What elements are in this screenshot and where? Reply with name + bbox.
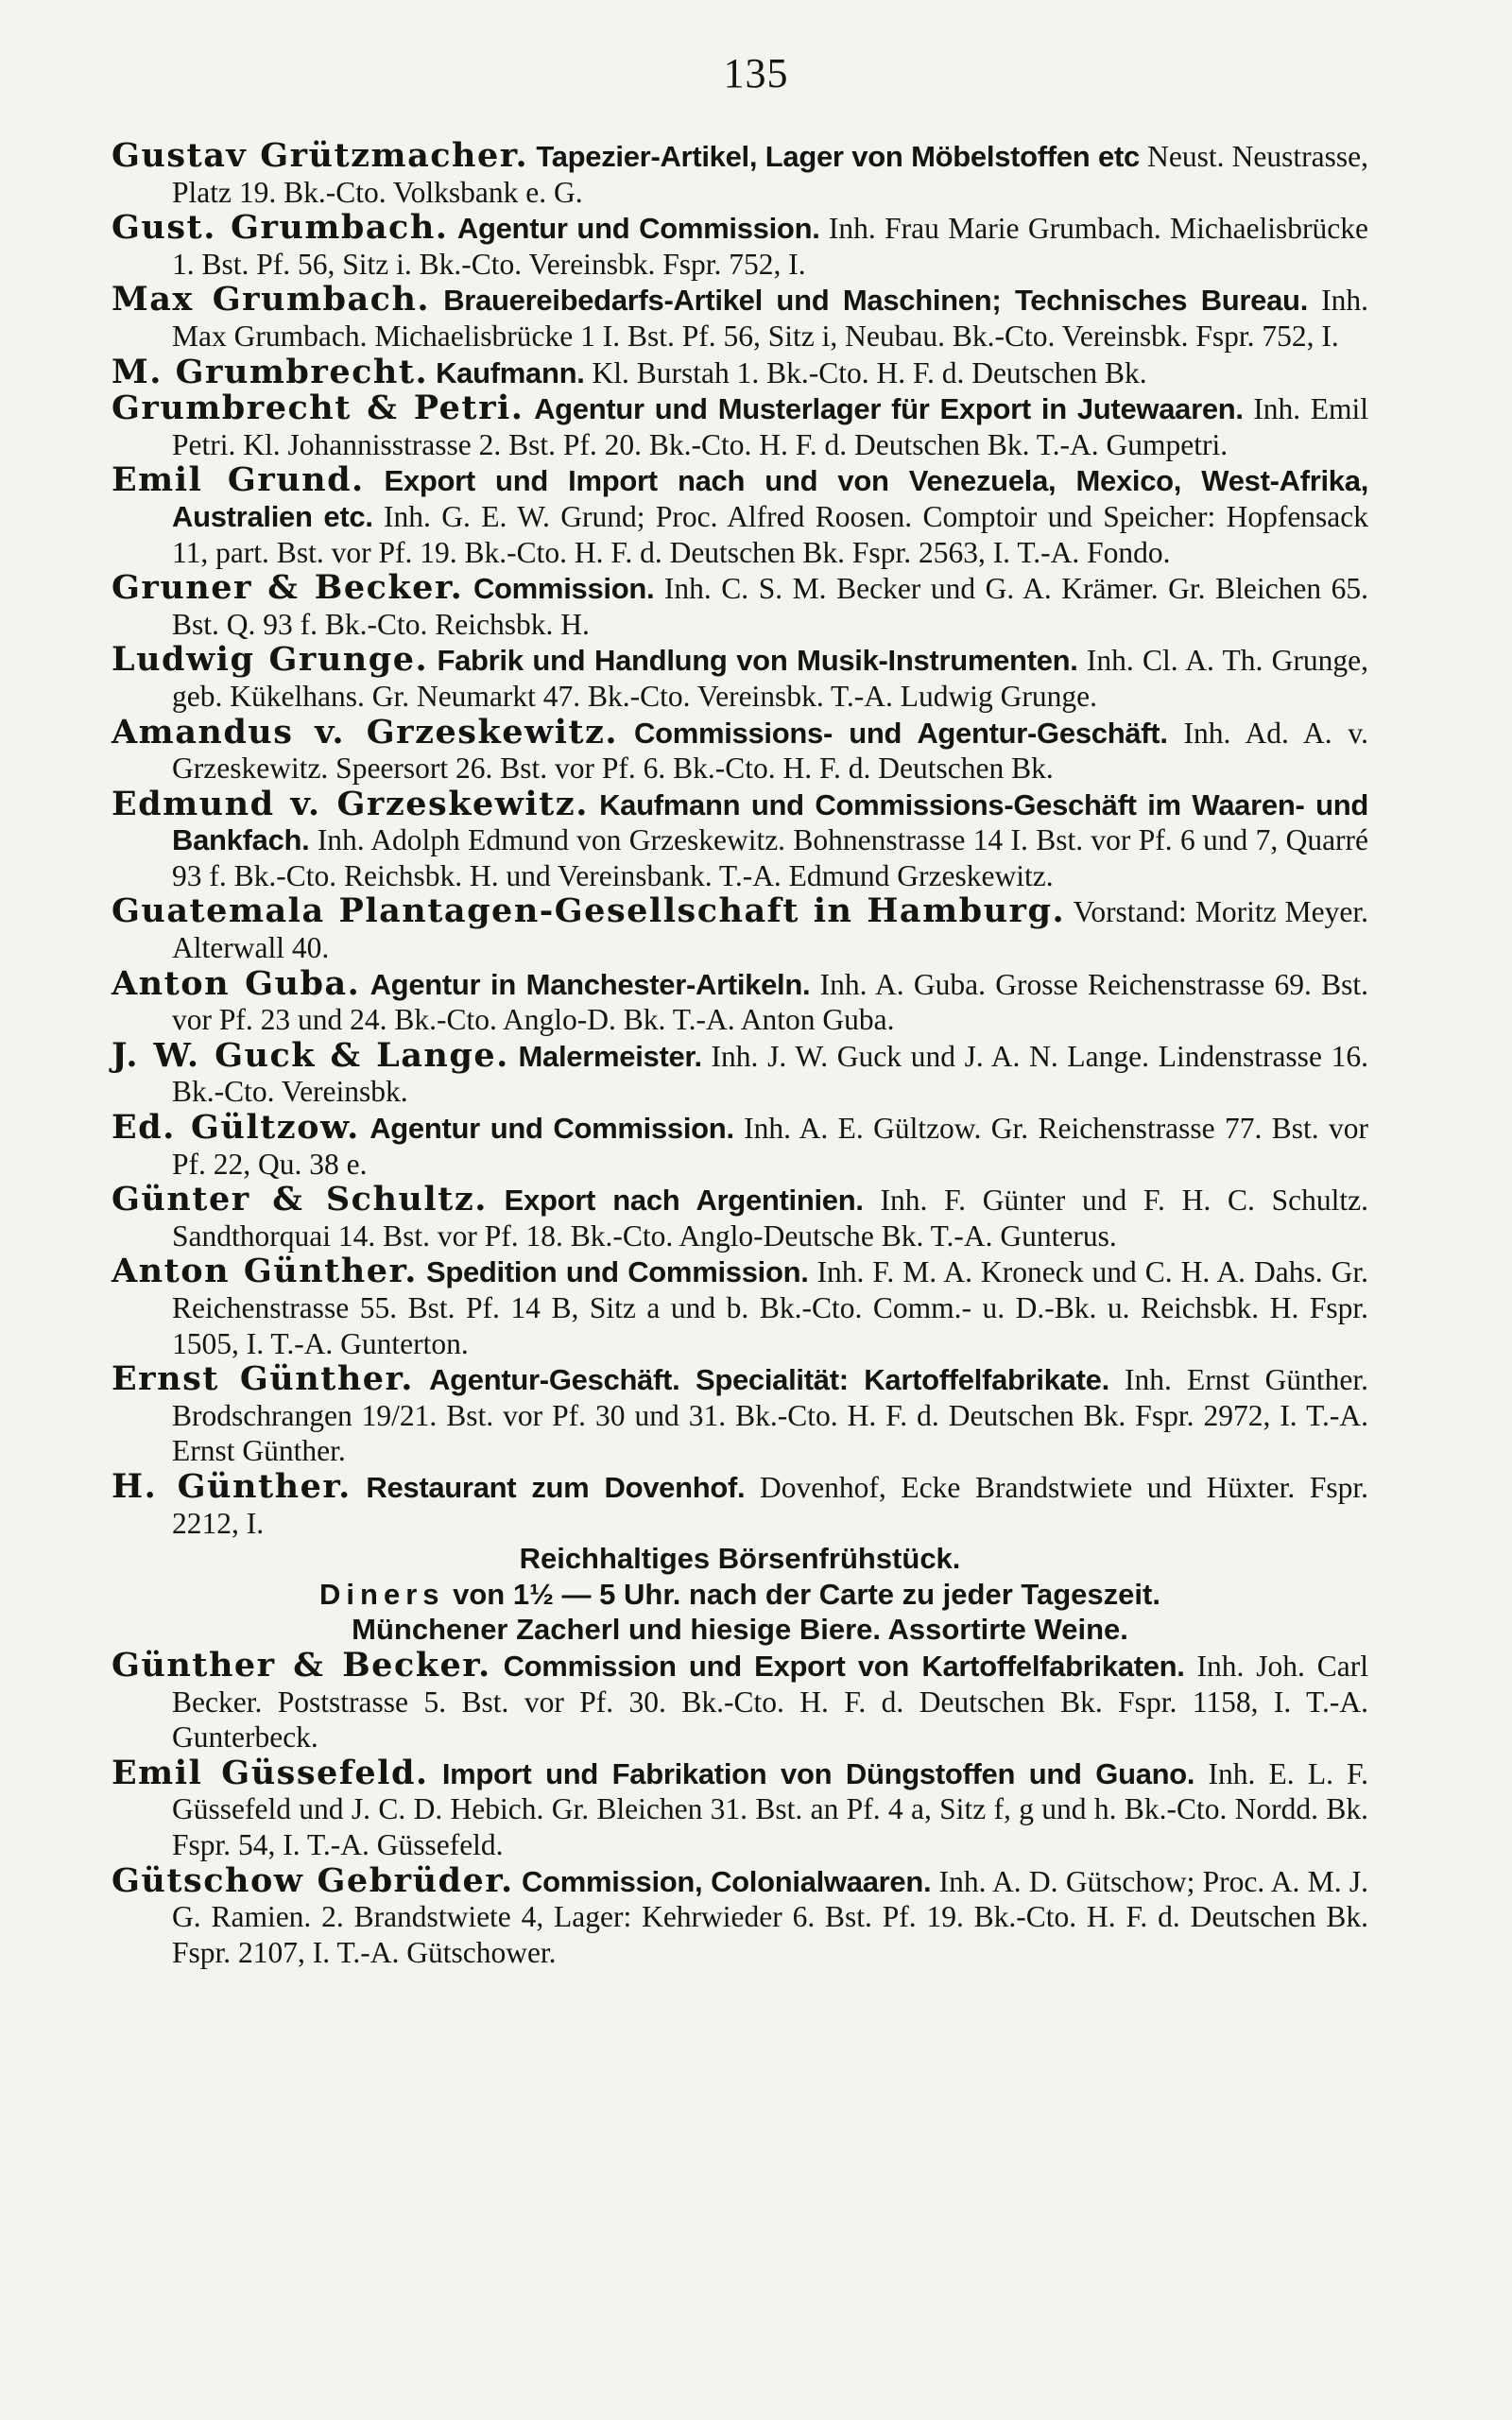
entry-business: Agentur und Commission.	[369, 1112, 734, 1146]
entry-name: Gustav Grützmacher.	[112, 136, 529, 175]
directory-entry	[112, 390, 1368, 462]
directory-entry	[112, 210, 1368, 282]
entry-details: Inh. A. Guba. Grosse Reichenstrasse 69. Bst. vor Pf. 23 und 24. Bk.-Cto. Anglo-D. Bk. T.-A. Anton Guba.	[172, 967, 1369, 1037]
entry-name: Gust. Grumbach.	[112, 208, 449, 248]
entry-business: Agentur und Musterlager für Export in Jutewaaren.	[534, 392, 1244, 426]
advertisement	[112, 1541, 1368, 1648]
entry-details: Inh. Ad. A. v. Grzeskewitz. Speersort 26. Bst. vor Pf. 6. Bk.-Cto. H. F. d. Deutschen Bk.	[172, 716, 1369, 786]
entry-name: Ed. Gültzow.	[112, 1108, 360, 1148]
entries-group	[112, 1645, 1369, 1970]
advert-line: Münchener Zacherl und hiesige Biere. Assortirte Weine.	[352, 1613, 1128, 1647]
entry-name: Anton Günther.	[112, 1252, 418, 1291]
entry-details: Inh. Cl. A. Th. Grunge, geb. Kükelhans. Gr. Neumarkt 47. Bk.-Cto. Vereinsbk. T.-A. Ludwig Grunge.	[172, 644, 1369, 713]
directory-entry	[112, 138, 1368, 210]
entry-name: Emil Güssefeld.	[112, 1753, 429, 1792]
advert-line	[112, 1577, 1368, 1613]
entry-name: Guatemala Plantagen-Gesellschaft in Hamburg.	[112, 891, 1066, 931]
entry-business: Agentur und Commission.	[456, 212, 820, 246]
directory-entry	[112, 1253, 1368, 1361]
entry-name: Ludwig Grunge.	[112, 640, 429, 680]
entry-details: Inh. A. E. Gültzow. Gr. Reichenstrasse 77. Bst. vor Pf. 22, Qu. 38 e.	[172, 1112, 1368, 1181]
directory-entry	[112, 1860, 1369, 1971]
entry-details: Inh. F. Günter und F. H. C. Schultz. Sandthorquai 14. Bst. vor Pf. 18. Bk.-Cto. Anglo-Deutsche Bk. T.-A. Gunterus.	[172, 1184, 1368, 1253]
entry-business: Restaurant zum Dovenhof.	[366, 1470, 746, 1504]
entry-details: Inh. A. D. Gütschow; Proc. A. M. J. G. Ramien. 2. Brandstwiete 4, Lager: Kehrwieder 6. Bst. Pf. 19. Bk.-Cto. H. F. d. Deutschen Bk. Fspr. 2107, I. T.-A. Gütschower.	[172, 1864, 1369, 1969]
entry-name: Max Grumbach.	[112, 280, 431, 320]
entry-business: Export und Import nach und von Venezuela, Mexico, West-Afrika, Australien etc.	[172, 464, 1369, 533]
entry-name: J. W. Guck & Lange.	[112, 1035, 509, 1075]
entry-details: Inh. Frau Marie Grumbach. Michaelisbrücke 1. Bst. Pf. 56, Sitz i. Bk.-Cto. Vereinsbk. Fspr. 752, I.	[172, 212, 1369, 281]
entry-name: Grumbrecht & Petri.	[112, 389, 524, 428]
directory-entry	[112, 893, 1368, 965]
advert-spaced-word: Diners	[319, 1577, 445, 1611]
entry-business: Commissions- und Agentur-Geschäft.	[633, 716, 1168, 750]
entry-details: Inh. C. S. M. Becker und G. A. Krämer. Gr. Bleichen 65. Bst. Q. 93 f. Bk.-Cto. Reichsbk. H.	[172, 572, 1369, 641]
entry-business: Kaufmann.	[436, 355, 585, 389]
directory-entry	[112, 354, 1368, 391]
entry-details: Inh. Emil Petri. Kl. Johannisstrasse 2. Bst. Pf. 20. Bk.-Cto. H. F. d. Deutschen Bk. T.-A. Gumpetri.	[172, 392, 1368, 461]
page-number: 135	[723, 50, 789, 96]
advert-line: Reichhaltiges Börsenfrühstück.	[519, 1542, 961, 1576]
directory-entry	[112, 642, 1368, 714]
entry-details: Vorstand: Moritz Meyer. Alterwall 40.	[172, 895, 1368, 965]
directory-entry	[112, 1110, 1368, 1182]
entry-name: Emil Grund.	[112, 460, 365, 500]
entry-name: Gruner & Becker.	[112, 568, 464, 608]
entry-name: Edmund v. Grzeskewitz.	[112, 784, 589, 823]
entry-details: Dovenhof, Ecke Brandstwiete und Hüxter. Fspr. 2212, I.	[172, 1470, 1368, 1540]
entry-business: Malermeister.	[518, 1039, 702, 1073]
directory-entry	[112, 1645, 1369, 1755]
directory-entry	[112, 1035, 1369, 1110]
entry-business: Brauereibedarfs-Artikel und Maschinen; Technisches Bureau.	[443, 284, 1309, 318]
entry-details: Inh. Max Grumbach. Michaelisbrücke 1 I. Bst. Pf. 56, Sitz i, Neubau. Bk.-Cto. Vereinsbk. Fspr. 752, I.	[172, 284, 1368, 353]
directory-entry	[112, 712, 1369, 786]
directory-entry	[112, 1755, 1368, 1863]
entry-name: Anton Guba.	[112, 963, 361, 1003]
entry-business: Tapezier-Artikel, Lager von Möbelstoffen etc	[536, 140, 1140, 173]
directory-entry	[112, 1182, 1368, 1253]
entry-details: Inh. F. M. A. Kroneck und C. H. A. Dahs. Gr. Reichenstrasse 55. Bst. Pf. 14 B, Sitz a und b. Bk.-Cto. Comm.- u. D.-Bk. u. Reichsbk. H. Fspr. 1505, I. T.-A. Gunterton.	[172, 1255, 1369, 1360]
entry-details: Inh. Adolph Edmund von Grzeskewitz. Bohnenstrasse 14 I. Bst. vor Pf. 6 und 7, Quarré 93 f. Bk.-Cto. Reichsbk. H. und Vereinsbank. T.-A. Edmund Grzeskewitz.	[172, 823, 1369, 892]
directory-entry	[112, 1466, 1368, 1541]
directory-entry	[112, 963, 1369, 1038]
directory-listing	[112, 138, 1368, 1970]
advert-text: von 1½ — 5 Uhr. nach der Carte zu jeder Tageszeit.	[444, 1577, 1160, 1611]
entry-name: Günter & Schultz.	[112, 1180, 488, 1219]
entry-name: Amandus v. Grzeskewitz.	[112, 712, 619, 752]
entry-name: Ernst Günther.	[112, 1359, 414, 1399]
directory-entry	[112, 570, 1368, 642]
directory-entry	[112, 282, 1368, 354]
entry-business: Agentur-Geschäft. Specialität: Kartoffelfabrikate.	[429, 1363, 1109, 1397]
directory-entry	[112, 1361, 1368, 1469]
entry-business: Export nach Argentinien.	[504, 1184, 864, 1218]
entry-details: Inh. Joh. Carl Becker. Poststrasse 5. Bst. vor Pf. 30. Bk.-Cto. H. F. d. Deutschen Bk. Fspr. 1158, I. T.-A. Gunterbeck.	[172, 1649, 1369, 1754]
entry-business: Fabrik und Handlung von Musik-Instrumenten.	[437, 644, 1078, 678]
entry-name: Günther & Becker.	[112, 1645, 491, 1685]
entry-name: M. Grumbrecht.	[112, 352, 429, 391]
entry-details: Inh. E. L. F. Güssefeld und J. C. D. Hebich. Gr. Bleichen 31. Bst. an Pf. 4 a, Sitz f, g und h. Bk.-Cto. Nordd. Bk. Fspr. 54, I. T.-A. Güssefeld.	[172, 1756, 1369, 1861]
entry-name: H. Günther.	[112, 1466, 352, 1506]
entry-business: Kaufmann und Commissions-Geschäft im Waaren- und Bankfach.	[172, 787, 1368, 857]
entry-business: Commission.	[472, 572, 655, 606]
entry-details: Inh. G. E. W. Grund; Proc. Alfred Roosen. Comptoir und Speicher: Hopfensack 11, part. Bst. vor Pf. 19. Bk.-Cto. H. F. d. Deutschen Bk. Fspr. 2563, I. T.-A. Fondo.	[172, 499, 1369, 569]
entry-business: Commission und Export von Kartoffelfabrikaten.	[503, 1649, 1185, 1683]
directory-entry	[112, 786, 1368, 894]
entries-group	[112, 138, 1368, 1541]
entry-business: Agentur in Manchester-Artikeln.	[369, 967, 811, 1001]
entry-details: Kl. Burstah 1. Bk.-Cto. H. F. d. Deutschen Bk.	[592, 355, 1147, 389]
entry-details: Inh. Ernst Günther. Brodschrangen 19/21. Bst. vor Pf. 30 und 31. Bk.-Cto. H. F. d. Deutschen Bk. Fspr. 2972, I. T.-A. Ernst Günther.	[172, 1363, 1368, 1468]
entry-business: Import und Fabrikation von Düngstoffen und Guano.	[441, 1756, 1195, 1790]
directory-entry	[112, 462, 1368, 570]
entry-business: Commission, Colonialwaaren.	[522, 1864, 932, 1898]
entry-business: Spedition und Commission.	[425, 1255, 809, 1289]
entry-name: Gütschow Gebrüder.	[112, 1860, 514, 1900]
entry-details: Inh. J. W. Guck und J. A. N. Lange. Lindenstrasse 16. Bk.-Cto. Vereinsbk.	[172, 1039, 1369, 1109]
entry-details: Neust. Neustrasse, Platz 19. Bk.-Cto. Volksbank e. G.	[172, 140, 1369, 209]
